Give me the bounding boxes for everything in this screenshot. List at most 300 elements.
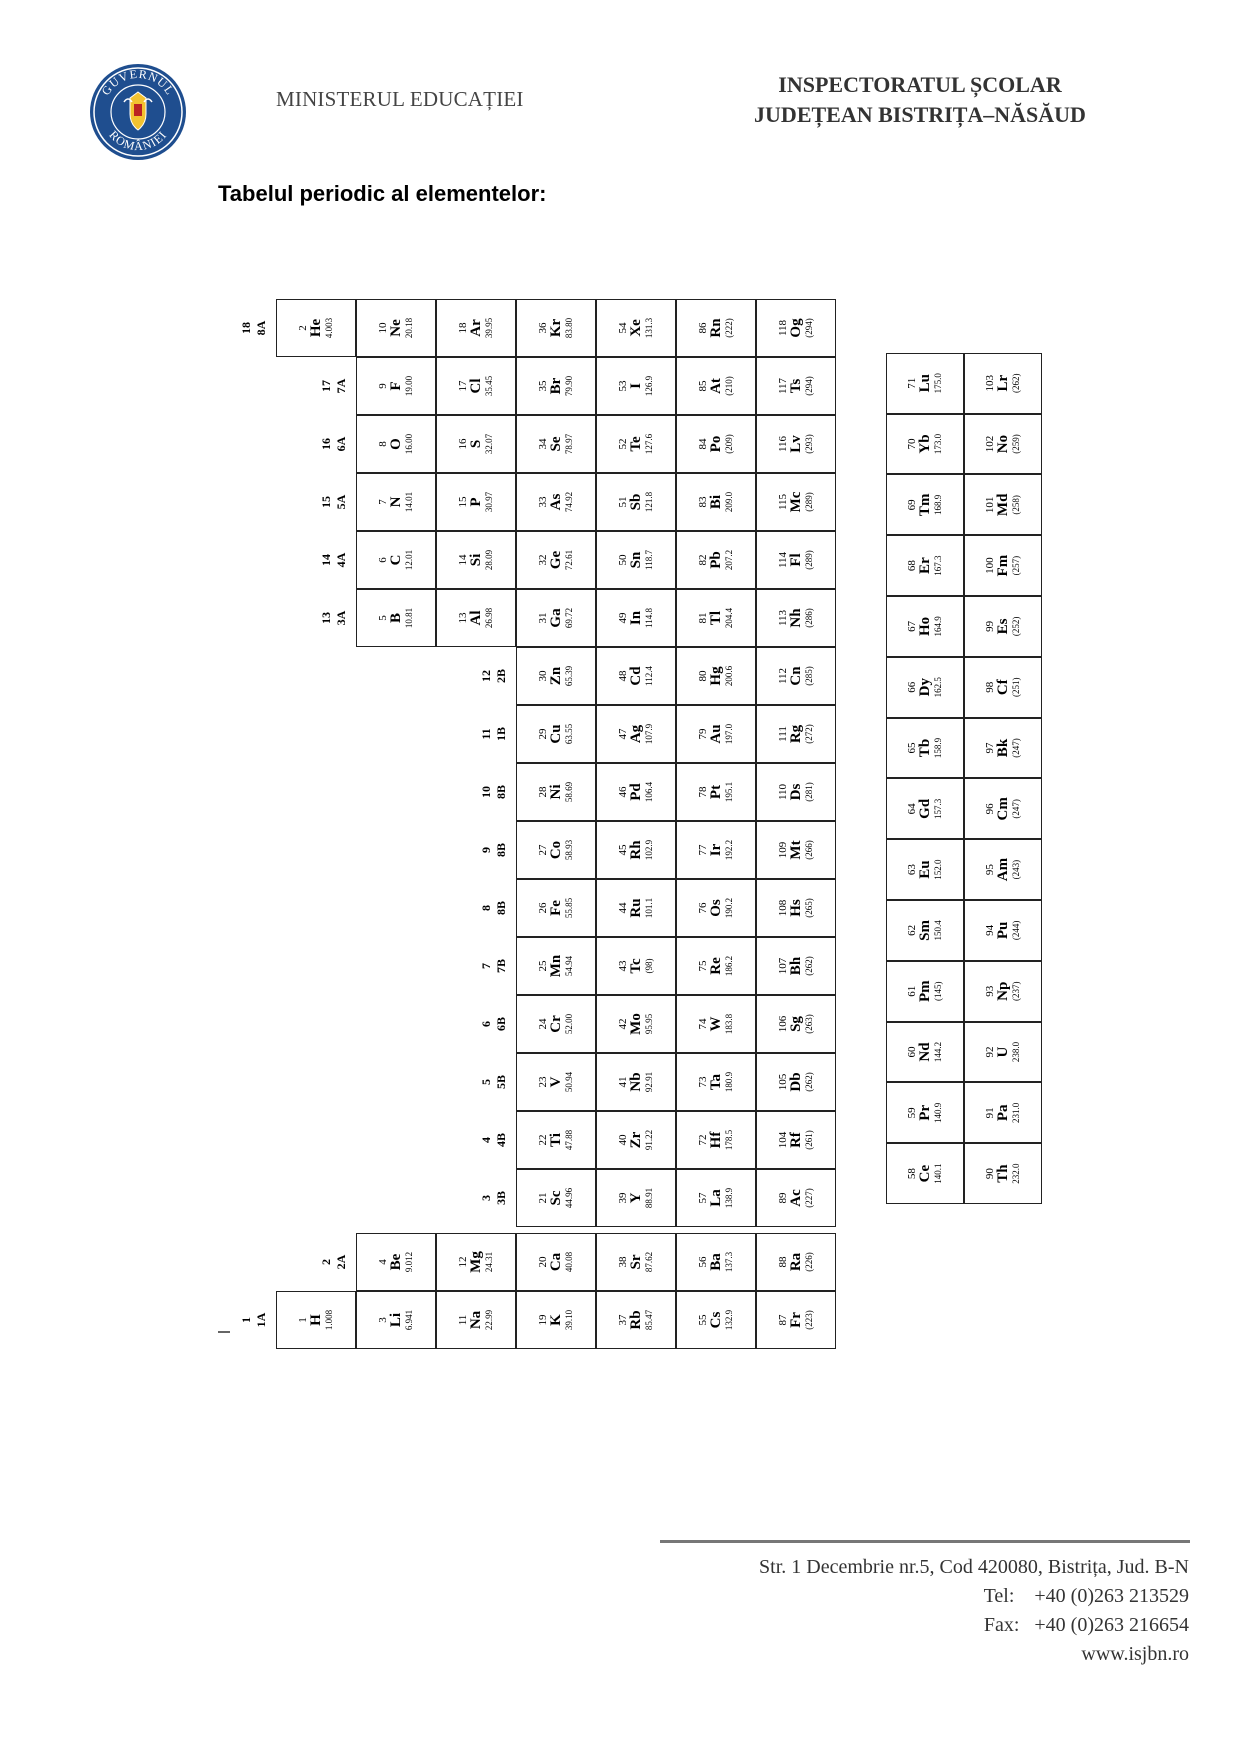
atomic-mass: 6.941 [403, 1309, 414, 1331]
atomic-mass: (98) [643, 958, 654, 974]
atomic-number: 93 [983, 985, 996, 997]
element-cell-in [596, 589, 676, 647]
ministry-name: MINISTERUL EDUCAȚIEI [276, 87, 524, 111]
atomic-mass: 101.1 [643, 897, 654, 919]
atomic-number: 61 [905, 985, 918, 997]
group-number: 12 [479, 670, 493, 682]
group-label-17 [314, 357, 354, 415]
atomic-mass: 138.9 [723, 1187, 734, 1209]
atomic-number: 110 [776, 783, 789, 801]
element-symbol: Na [468, 1310, 485, 1330]
f-block-table [884, 352, 1044, 1204]
atomic-number: 51 [616, 496, 629, 508]
element-symbol: Ds [788, 783, 805, 801]
element-symbol: S [468, 439, 485, 449]
group-family: 2A [334, 1254, 348, 1270]
atomic-number: 71 [905, 377, 918, 389]
footer-contact [759, 1553, 1189, 1669]
group-number: 9 [479, 847, 493, 853]
atomic-mass: 190.2 [723, 897, 734, 919]
element-symbol: Ca [548, 1252, 565, 1272]
atomic-mass: 118.7 [643, 550, 654, 570]
element-cell-si [436, 531, 516, 589]
element-cell-rn [676, 299, 756, 357]
footer-divider [660, 1540, 1190, 1543]
atomic-mass: 195.1 [723, 781, 734, 803]
atomic-number: 37 [616, 1314, 629, 1326]
atomic-number: 112 [776, 667, 789, 685]
atomic-number: 48 [616, 670, 629, 682]
footer-fax [759, 1611, 1189, 1640]
element-symbol: No [995, 434, 1012, 454]
element-symbol: Ag [628, 724, 645, 744]
atomic-mass: (262) [803, 1072, 814, 1092]
element-symbol: P [468, 497, 485, 507]
element-symbol: Hf [708, 1131, 725, 1149]
element-cell-po [676, 415, 756, 473]
element-cell-f [356, 357, 436, 415]
element-symbol: K [548, 1314, 565, 1326]
element-symbol: Zn [548, 666, 565, 686]
lanthanide-cell-er [886, 535, 964, 596]
atomic-number: 36 [536, 322, 549, 334]
element-symbol: Te [628, 436, 645, 452]
element-symbol: Dy [917, 678, 934, 697]
atomic-mass: (261) [803, 1130, 814, 1150]
element-symbol: Mt [788, 840, 805, 860]
element-cell-la [676, 1169, 756, 1227]
group-label-1 [234, 1291, 274, 1349]
element-symbol: H [308, 1314, 325, 1326]
atomic-mass: 175.0 [932, 373, 943, 394]
element-symbol: Rf [788, 1132, 805, 1148]
atomic-number: 59 [905, 1107, 918, 1119]
actinide-cell-u [964, 1022, 1042, 1083]
element-symbol: Sc [548, 1190, 565, 1206]
atomic-number: 78 [696, 786, 709, 798]
atomic-number: 75 [696, 960, 709, 972]
atomic-number: 92 [983, 1046, 996, 1058]
atomic-mass: 126.9 [643, 375, 654, 397]
atomic-mass: 88.91 [643, 1187, 654, 1209]
logo-bottom-text: ROMÂNIEI [106, 127, 170, 154]
element-cell-mo [596, 995, 676, 1053]
element-cell-ru [596, 879, 676, 937]
element-symbol: He [308, 318, 325, 338]
element-cell-he [276, 299, 356, 357]
element-symbol: Pu [995, 921, 1012, 940]
element-symbol: Ac [788, 1189, 805, 1207]
group-number: 7 [479, 963, 493, 969]
element-cell-s [436, 415, 516, 473]
atomic-number: 3 [376, 1317, 389, 1323]
element-symbol: Cu [548, 724, 565, 744]
element-cell-ds [756, 763, 836, 821]
element-symbol: Fm [995, 554, 1012, 577]
logo-top-text: GUVERNUL [98, 66, 178, 98]
element-symbol: Cl [468, 378, 485, 394]
element-cell-li [356, 1291, 436, 1349]
element-symbol: Ta [708, 1073, 725, 1091]
government-seal-icon [88, 62, 188, 162]
atomic-mass: 178.5 [723, 1129, 734, 1151]
element-symbol: Pd [628, 783, 645, 801]
atomic-number: 67 [905, 620, 918, 632]
atomic-number: 56 [696, 1256, 709, 1268]
element-symbol: C [388, 554, 405, 566]
element-cell-cd [596, 647, 676, 705]
atomic-mass: 52.00 [563, 1013, 574, 1035]
element-cell-sg [756, 995, 836, 1053]
element-symbol: Mo [628, 1013, 645, 1035]
element-symbol: Br [548, 377, 565, 395]
atomic-mass: 63.55 [563, 723, 574, 745]
element-symbol: At [708, 378, 725, 394]
atomic-mass: 157.3 [932, 798, 943, 819]
group-label-6 [474, 995, 514, 1053]
atomic-mass: (293) [803, 434, 814, 454]
atomic-mass: 204.4 [723, 607, 734, 629]
element-cell-be [356, 1233, 436, 1291]
atomic-number: 118 [776, 319, 789, 337]
element-cell-zr [596, 1111, 676, 1169]
element-symbol: U [995, 1046, 1012, 1058]
atomic-number: 63 [905, 864, 918, 876]
atomic-mass: 14.01 [403, 491, 414, 513]
element-cell-cu [516, 705, 596, 763]
atomic-mass: 19.00 [403, 375, 414, 397]
tel-label: Tel: [983, 1585, 1015, 1607]
element-cell-rf [756, 1111, 836, 1169]
atomic-number: 58 [905, 1168, 918, 1180]
atomic-mass: (262) [803, 956, 814, 976]
element-symbol: W [708, 1016, 725, 1032]
element-cell-kr [516, 299, 596, 357]
group-family: 6B [494, 1017, 508, 1032]
atomic-number: 53 [616, 380, 629, 392]
actinide-cell-es [964, 596, 1042, 657]
element-symbol: Np [995, 981, 1012, 1001]
element-symbol: Rh [628, 840, 645, 860]
atomic-number: 7 [376, 499, 389, 505]
atomic-number: 44 [616, 902, 629, 914]
element-cell-hs [756, 879, 836, 937]
atomic-number: 15 [456, 496, 469, 508]
actinide-cell-np [964, 961, 1042, 1022]
atomic-number: 96 [983, 803, 996, 815]
element-cell-bi [676, 473, 756, 531]
atomic-number: 55 [696, 1314, 709, 1326]
atomic-number: 113 [776, 609, 789, 627]
atomic-number: 73 [696, 1076, 709, 1088]
atomic-mass: 107.9 [643, 723, 654, 745]
element-symbol: Md [995, 493, 1012, 517]
element-symbol: Nd [917, 1042, 934, 1062]
atomic-mass: 192.2 [723, 839, 734, 861]
atomic-mass: 30.97 [483, 491, 494, 513]
element-symbol: Ge [548, 550, 565, 570]
group-number: 14 [319, 554, 333, 566]
element-symbol: Sm [917, 920, 934, 941]
atomic-mass: 112.4 [643, 666, 654, 686]
element-cell-sb [596, 473, 676, 531]
group-family: 1A [254, 1312, 268, 1328]
atomic-mass: 39.95 [483, 317, 494, 339]
group-label-15 [314, 473, 354, 531]
element-symbol: Tl [708, 610, 725, 626]
element-symbol: Cr [548, 1015, 565, 1033]
element-cell-br [516, 357, 596, 415]
atomic-number: 6 [376, 557, 389, 563]
atomic-number: 33 [536, 496, 549, 508]
group-family: 7A [334, 378, 348, 394]
element-cell-b [356, 589, 436, 647]
element-symbol: Rg [788, 724, 805, 744]
atomic-number: 107 [776, 957, 789, 975]
atomic-mass: 40.08 [563, 1251, 574, 1273]
element-symbol: Ra [788, 1252, 805, 1272]
atomic-mass: 69.72 [563, 607, 574, 629]
atomic-number: 12 [456, 1256, 469, 1268]
atomic-number: 16 [456, 438, 469, 450]
atomic-mass: (285) [803, 666, 814, 686]
atomic-mass: (251) [1010, 677, 1021, 697]
footer-address: Str. 1 Decembrie nr.5, Cod 420080, Bistrița, Jud. B-N [759, 1556, 1189, 1578]
atomic-number: 29 [536, 728, 549, 740]
atomic-number: 94 [983, 924, 996, 936]
element-cell-fe [516, 879, 596, 937]
element-symbol: Bi [708, 494, 725, 510]
atomic-mass: (209) [723, 434, 734, 454]
group-label-8 [474, 879, 514, 937]
element-cell-h [276, 1291, 356, 1349]
group-family: 3A [334, 610, 348, 626]
atomic-mass: 39.10 [563, 1309, 574, 1331]
element-symbol: Si [468, 553, 485, 567]
atomic-number: 41 [616, 1076, 629, 1088]
atomic-mass: 150.4 [932, 920, 943, 941]
group-label-7 [474, 937, 514, 995]
atomic-number: 62 [905, 924, 918, 936]
atomic-mass: (210) [723, 376, 734, 396]
atomic-number: 21 [536, 1192, 549, 1204]
tel-number: +40 (0)263 213529 [1034, 1585, 1189, 1607]
element-cell-lv [756, 415, 836, 473]
atomic-mass: 114.8 [643, 608, 654, 628]
atomic-mass: 85.47 [643, 1309, 654, 1331]
element-cell-sc [516, 1169, 596, 1227]
element-cell-ts [756, 357, 836, 415]
footer-website[interactable]: www.isjbn.ro [1081, 1643, 1189, 1665]
element-cell-hf [676, 1111, 756, 1169]
element-symbol: Cn [788, 666, 805, 686]
element-cell-pb [676, 531, 756, 589]
atomic-number: 49 [616, 612, 629, 624]
atomic-number: 99 [983, 620, 996, 632]
element-symbol: Fr [788, 1312, 805, 1328]
element-symbol: Fe [548, 900, 565, 916]
atomic-mass: (227) [803, 1188, 814, 1208]
group-family: 8B [494, 901, 508, 916]
atomic-number: 8 [376, 441, 389, 447]
element-symbol: Ti [548, 1133, 565, 1147]
actinide-cell-cm [964, 778, 1042, 839]
element-cell-ag [596, 705, 676, 763]
atomic-mass: 1.008 [323, 1309, 334, 1331]
atomic-mass: 152.0 [932, 859, 943, 880]
element-cell-ar [436, 299, 516, 357]
element-symbol: N [388, 496, 405, 508]
element-symbol: La [708, 1189, 725, 1207]
element-cell-i [596, 357, 676, 415]
atomic-number: 26 [536, 902, 549, 914]
atomic-mass: 167.3 [932, 555, 943, 576]
atomic-mass: 24.31 [483, 1251, 494, 1273]
atomic-number: 10 [376, 322, 389, 334]
element-symbol: In [628, 610, 645, 626]
element-symbol: Lv [788, 435, 805, 453]
atomic-number: 106 [776, 1015, 789, 1033]
actinide-cell-no [964, 414, 1042, 475]
atomic-mass: 132.9 [723, 1309, 734, 1331]
atomic-number: 40 [616, 1134, 629, 1146]
atomic-mass: (247) [1010, 799, 1021, 819]
group-number: 16 [319, 438, 333, 450]
element-symbol: Mc [788, 491, 805, 513]
atomic-mass: 32.07 [483, 433, 494, 455]
atomic-mass: (263) [803, 1014, 814, 1034]
element-cell-sr [596, 1233, 676, 1291]
element-symbol: Sr [628, 1254, 645, 1270]
lanthanide-cell-yb [886, 414, 964, 475]
element-symbol: I [628, 383, 645, 389]
atomic-number: 46 [616, 786, 629, 798]
f-block-grid [884, 352, 1044, 1204]
element-cell-rg [756, 705, 836, 763]
atomic-number: 77 [696, 844, 709, 856]
group-number: 5 [479, 1079, 493, 1085]
group-family: 1B [494, 727, 508, 742]
atomic-number: 116 [776, 435, 789, 453]
atomic-number: 68 [905, 560, 918, 572]
group-number: 8 [479, 905, 493, 911]
atomic-mass: 9.012 [403, 1251, 414, 1273]
atomic-mass: 158.9 [932, 737, 943, 759]
element-symbol: Mn [548, 954, 565, 978]
element-symbol: Gd [917, 798, 934, 819]
element-symbol: Mg [468, 1251, 485, 1273]
atomic-mass: 50.94 [563, 1071, 574, 1093]
element-symbol: Ne [388, 319, 405, 337]
group-family: 2B [494, 669, 508, 684]
atomic-number: 91 [983, 1107, 996, 1119]
element-symbol: Tc [628, 958, 645, 974]
atomic-number: 95 [983, 864, 996, 876]
element-cell-re [676, 937, 756, 995]
element-cell-og [756, 299, 836, 357]
atomic-mass: 54.94 [563, 955, 574, 977]
element-symbol: Os [708, 899, 725, 917]
atomic-mass: 197.0 [723, 723, 734, 745]
element-symbol: Ga [548, 608, 565, 628]
element-symbol: Lr [995, 374, 1012, 392]
atomic-number: 109 [776, 841, 789, 859]
group-family: 8B [494, 785, 508, 800]
lanthanide-cell-ho [886, 596, 964, 657]
atomic-number: 42 [616, 1018, 629, 1030]
atomic-number: 45 [616, 844, 629, 856]
atomic-mass: 131.3 [643, 317, 654, 339]
inspectorate-name [700, 70, 1140, 130]
atomic-mass: 58.69 [563, 781, 574, 803]
element-symbol: Hs [788, 899, 805, 917]
atomic-mass: (145) [932, 981, 943, 1001]
atomic-number: 111 [776, 726, 789, 742]
atomic-number: 38 [616, 1256, 629, 1268]
atomic-number: 81 [696, 612, 709, 624]
element-symbol: Sb [628, 493, 645, 511]
element-symbol: Pa [995, 1104, 1012, 1122]
atomic-mass: (259) [1010, 434, 1021, 454]
atomic-number: 14 [456, 554, 469, 566]
element-symbol: Am [995, 857, 1012, 882]
element-symbol: Ba [708, 1253, 725, 1271]
element-cell-xe [596, 299, 676, 357]
atomic-mass: 180.9 [723, 1071, 734, 1093]
atomic-mass: 238.0 [1010, 1041, 1021, 1063]
atomic-number: 4 [376, 1259, 389, 1265]
element-cell-sn [596, 531, 676, 589]
element-cell-mg [436, 1233, 516, 1291]
element-symbol: V [548, 1076, 565, 1088]
lanthanide-cell-gd [886, 778, 964, 839]
element-symbol: O [388, 438, 405, 450]
element-cell-cr [516, 995, 596, 1053]
atomic-mass: (265) [803, 898, 814, 918]
atomic-mass: 83.80 [563, 317, 574, 339]
element-symbol: Sg [788, 1016, 805, 1032]
group-label-13 [314, 589, 354, 647]
element-symbol: Cm [995, 797, 1012, 821]
element-cell-tl [676, 589, 756, 647]
atomic-number: 13 [456, 612, 469, 624]
atomic-mass: (289) [803, 550, 814, 570]
atomic-number: 24 [536, 1018, 549, 1030]
element-cell-y [596, 1169, 676, 1227]
atomic-mass: 200.6 [723, 665, 734, 687]
group-label-14 [314, 531, 354, 589]
element-cell-ra [756, 1233, 836, 1291]
atomic-mass: 78.97 [563, 433, 574, 455]
actinide-cell-th [964, 1143, 1042, 1204]
element-symbol: Bh [788, 956, 805, 976]
element-symbol: Fl [788, 553, 805, 567]
group-label-16 [314, 415, 354, 473]
element-symbol: Ce [917, 1164, 934, 1183]
atomic-mass: 26.98 [483, 607, 494, 629]
atomic-mass: (257) [1010, 555, 1021, 576]
element-cell-ac [756, 1169, 836, 1227]
element-cell-bh [756, 937, 836, 995]
element-cell-ni [516, 763, 596, 821]
atomic-number: 102 [983, 435, 996, 453]
atomic-mass: 22.99 [483, 1309, 494, 1331]
group-label-11 [474, 705, 514, 763]
atomic-number: 27 [536, 844, 549, 856]
atomic-number: 83 [696, 496, 709, 508]
atomic-number: 54 [616, 322, 629, 334]
atomic-number: 30 [536, 670, 549, 682]
